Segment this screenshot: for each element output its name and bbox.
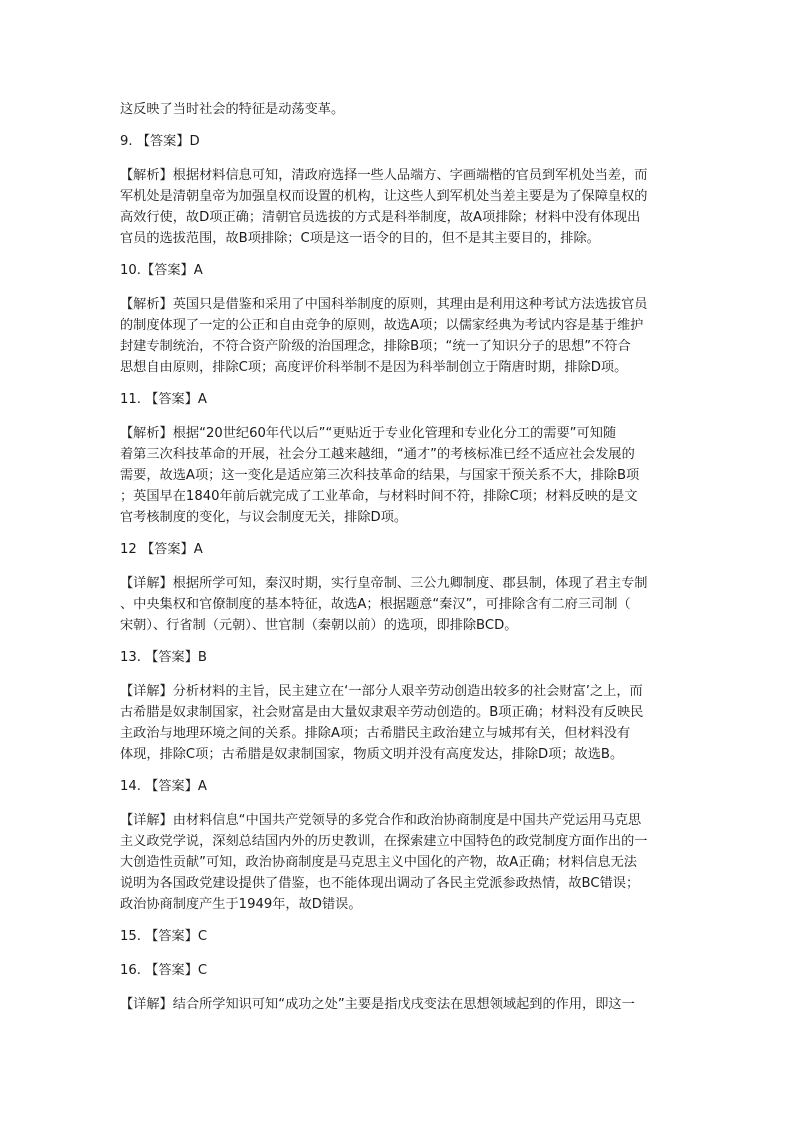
- answer-heading-10: 10.【答案】A: [120, 263, 203, 278]
- answer-heading-11: 11. 【答案】A: [120, 392, 207, 407]
- text-line: 古希腊是奴隶制国家，社会财富是由大量奴隶艰辛劳动创造的。B项正确；材料没有反映民: [120, 705, 644, 720]
- answer-heading-15: 15. 【答案】C: [120, 929, 208, 944]
- text-line: 主政治与地理环境之间的关系。排除A项；古希腊民主政治建立与城邦有关，但材料没有: [120, 726, 631, 741]
- text-line: 说明为各国政党建设提供了借鉴，也不能体现出调动了各民主党派参政热情，故BC错误；: [120, 876, 640, 891]
- explanation-9: [120, 165, 676, 249]
- paragraph: [120, 99, 676, 120]
- text-line: ；英国早在1840年前后就完成了工业革命，与材料时间不符，排除C项；材料反映的是文: [120, 489, 638, 504]
- text-line: 的制度体现了一定的公正和自由竞争的原则，故选A项；以儒家经典为考试内容是基于维护: [120, 318, 644, 333]
- text-line: 【解析】根据“20世纪60年代以后”“更贴近于专业化管理和专业化分工的需要”可知随: [120, 426, 617, 441]
- text-line: 体现，排除C项；古希腊是奴隶制国家，物质文明并没有高度发达，排除D项；故选B。: [120, 747, 624, 762]
- document-page: [120, 99, 676, 1026]
- explanation-14: [120, 810, 676, 915]
- text-line: 主义政党学说，深刻总结国内外的历史教训，在探索建立中国特色的政党制度方面作出的一: [120, 834, 648, 849]
- explanation-16: [120, 994, 676, 1015]
- text-line: 需要，故选A项；这一变化是适应第三次科技革命的结果，与国家干预关系不大，排除B项: [120, 468, 640, 483]
- text-line: 着第三次科技革命的开展，社会分工越来越细，“通才”的考核标准已经不适应社会发展的: [120, 447, 635, 462]
- text-line: 大创造性贡献”可知，政治协商制度是马克思主义中国化的产物，故A正确；材料信息无法: [120, 855, 637, 870]
- answer-heading-14: 14. 【答案】A: [120, 779, 207, 794]
- text-line: 官员的选拔范围，故B项排除；C项是这一语令的目的，但不是其主要目的，排除。: [120, 231, 600, 246]
- answer-heading-9: 9. 【答案】D: [120, 134, 200, 149]
- explanation-12: [120, 573, 676, 636]
- text-line: 【详解】分析材料的主旨，民主建立在‘一部分人艰辛劳动创造出较多的社会财富’之上，而: [120, 684, 643, 699]
- text-line: 【解析】英国只是借鉴和采用了中国科举制度的原则，其理由是利用这种考试方法选拔官员: [120, 297, 648, 312]
- explanation-13: [120, 681, 676, 765]
- text-line: 【详解】结合所学知识可知“成功之处”主要是指戊戌变法在思想领域起到的作用，即这一: [120, 997, 635, 1012]
- text-line: 宋朝）、行省制（元朝）、世官制（秦朝以前）的选项，即排除BCD。: [120, 618, 518, 633]
- text-line: 政治协商制度产生于1949年，故D错误。: [120, 897, 362, 912]
- answer-heading-12: 12 【答案】A: [120, 542, 203, 557]
- text-line: 军机处是清朝皇帝为加强皇权而设置的机构，让这些人到军机处当差主要是为了保障皇权的: [120, 189, 648, 204]
- answer-heading-13: 13. 【答案】B: [120, 650, 207, 665]
- text-line: 【解析】根据材料信息可知，清政府选择一些人品端方、字画端楷的官员到军机处当差，而: [120, 168, 648, 183]
- text-line: 封建专制统治，不符合资产阶级的治国理念，排除B项；“统一了知识分子的思想”不符合: [120, 339, 631, 354]
- text-line: 思想自由原则，排除C项；高度评价科举制不是因为科举制创立于隋唐时期，排除D项。: [120, 360, 628, 375]
- explanation-10: [120, 294, 676, 378]
- answer-heading-16: 16. 【答案】C: [120, 963, 208, 978]
- explanation-11: [120, 423, 676, 528]
- text-line: 高效行使，故D项正确；清朝官员选拔的方式是科举制度，故A项排除；材料中没有体现出: [120, 210, 641, 225]
- text-line: 、中央集权和官僚制度的基本特征，故选A；根据题意“秦汉”，可排除含有二府三司制（: [120, 597, 631, 612]
- text-line: 【详解】根据所学可知，秦汉时期，实行皇帝制、三公九卿制度、郡县制，体现了君主专制: [120, 576, 648, 591]
- text-line: 这反映了当时社会的特征是动荡变革。: [120, 102, 345, 117]
- text-line: 官考核制度的变化，与议会制度无关，排除D项。: [120, 510, 408, 525]
- text-line: 【详解】由材料信息“中国共产党领导的多党合作和政治协商制度是中国共产党运用马克思: [120, 813, 642, 828]
